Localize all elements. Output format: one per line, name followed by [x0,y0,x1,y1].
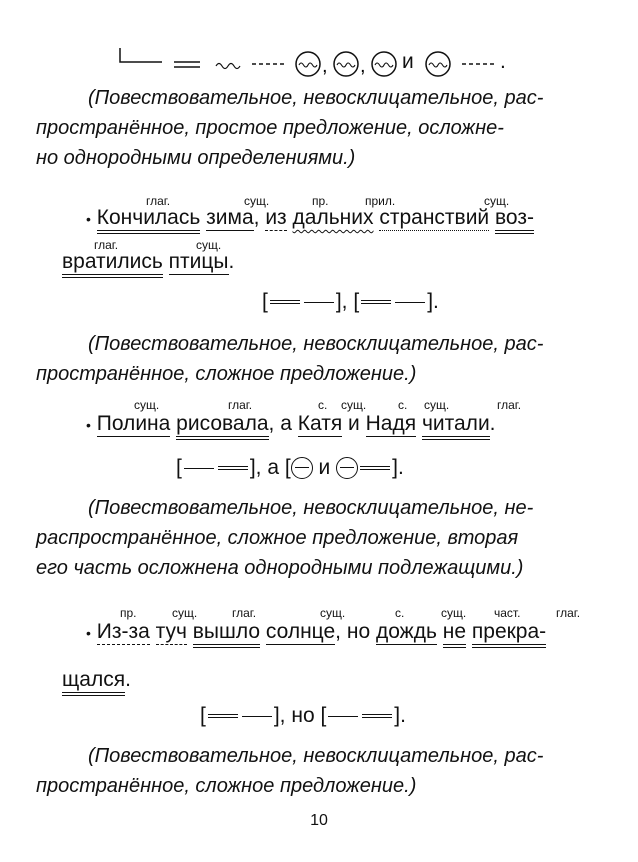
double-line-icon [361,300,391,304]
subject-word: солнце [265,620,336,643]
subject-word: Катя [297,412,343,435]
predicate-word: читали [422,412,490,440]
pos-label: с. [398,398,408,412]
description-2-line-2: пространённое, сложное предложение.) [36,363,417,385]
double-line-icon [360,466,390,470]
single-line-icon [328,716,358,717]
attribute-word: дальних [292,206,374,229]
pos-label: с. [395,606,405,620]
double-line-icon [218,466,248,470]
adverbial-word: из [265,206,287,229]
description-2-line-1: (Повествовательное, невосклицательное, рас- [88,333,544,355]
pos-label: сущ. [341,398,367,412]
wavy-circle-icon [296,52,320,76]
pos-label: с. [318,398,328,412]
bracket: [ [200,704,206,727]
description-1-line-2: пространённое, простое предложение, осложне- [36,117,504,139]
conjunction-word: а [280,412,292,435]
pos-label: глаг. [556,606,581,620]
sentence-1-line-2 [62,250,234,274]
schema-2 [176,456,404,480]
adverbial-word: странствий [379,206,490,229]
subject-word: дождь [375,620,437,643]
wavy-circle-icon [426,52,450,76]
pos-label: сущ. [172,606,198,620]
double-line-icon [208,714,238,718]
pos-label: пр. [312,194,329,208]
bracket: [ [176,456,182,479]
wavy-line-icon [216,64,240,69]
wavy-circle-icon [334,52,358,76]
top-schema [118,42,588,82]
conjunction-word: но [346,620,371,643]
subject-word: Полина [96,412,171,435]
single-line-icon [242,716,272,717]
page-number: 10 [310,812,328,829]
top-schema-svg [118,42,588,82]
description-1-line-1: (Повествовательное, невосклицательное, рас- [88,87,544,109]
pos-label: сущ. [244,194,270,208]
description-3-line-1: (Повествовательное, невосклицательное, не- [88,497,534,519]
description-3-line-2: распространённое, сложное предложение, вторая [36,527,519,549]
bracket: ], [335,290,348,313]
description-3-line-3: его часть осложнена однородными подлежащими.) [36,557,524,579]
double-line-icon [362,714,392,718]
description-4-line-1: (Повествовательное, невосклицательное, рас- [88,745,544,767]
pos-label: част. [494,606,521,620]
bracket: ]. [394,704,406,727]
description-1-line-3: но однородными определениями.) [36,147,356,169]
pos-label: глаг. [232,606,257,620]
predicate-word: Кончилась [97,206,201,234]
sentence-3-line-1 [86,620,546,644]
period: . [125,668,131,691]
predicate-word: прекра- [472,620,546,648]
predicate-word: вышло [193,620,260,648]
sentence-1-line-1 [86,206,534,230]
bullet-icon: • [86,211,91,227]
bracket: [ [353,290,360,313]
subject-word: Надя [365,412,417,435]
bullet-icon: • [86,417,91,433]
predicate-word: воз- [495,206,534,234]
conjunction-word: и [318,456,331,479]
predicate-word: щался [62,668,125,696]
top-schema-and: и [402,50,414,73]
corner-line-icon [120,48,162,62]
schema-1 [262,290,439,314]
description-4-line-2: пространённое, сложное предложение.) [36,775,417,797]
predicate-word: вратились [62,250,163,278]
bracket: ]. [392,456,404,479]
predicate-word: рисовала [176,412,268,440]
pos-label: сущ. [424,398,450,412]
schema-3 [200,704,406,728]
adverbial-word: Из-за [96,620,150,643]
single-line-icon [395,302,425,303]
pos-label: прил. [365,194,396,208]
pos-label: сущ. [484,194,510,208]
pos-label: сущ. [320,606,346,620]
pos-label: глаг. [497,398,522,412]
single-line-icon [184,468,214,469]
sentence-2 [86,412,496,436]
comma: , [268,412,275,435]
sentence-3-line-2 [62,668,131,692]
comma: , [253,206,260,229]
bracket: ]. [427,290,439,313]
single-line-icon [304,302,334,303]
bullet-icon: • [86,625,91,641]
pos-label: сущ. [134,398,160,412]
subject-circle-icon [291,457,313,479]
subject-circle-icon [336,457,358,479]
pos-label: пр. [120,606,137,620]
wavy-circle-icon [372,52,396,76]
adverbial-word: туч [155,620,187,643]
pos-label: сущ. [196,238,222,252]
predicate-word: не [443,620,466,648]
pos-label: глаг. [228,398,253,412]
svg-text:,: , [360,55,366,77]
comma: , [335,620,341,643]
bracket: ], а [ [249,456,291,479]
svg-text:,: , [322,55,328,77]
period: . [228,250,235,273]
conjunction-word: и [348,412,360,435]
pos-label: глаг. [146,194,171,208]
period: . [489,412,496,435]
subject-word: зима [206,206,254,229]
bracket: ], но [ [273,704,327,727]
pos-label: сущ. [441,606,467,620]
pos-label: глаг. [94,238,119,252]
subject-word: птицы [168,250,229,273]
top-schema-end: . [500,50,506,73]
double-line-icon [270,300,300,304]
bracket: [ [262,290,268,313]
